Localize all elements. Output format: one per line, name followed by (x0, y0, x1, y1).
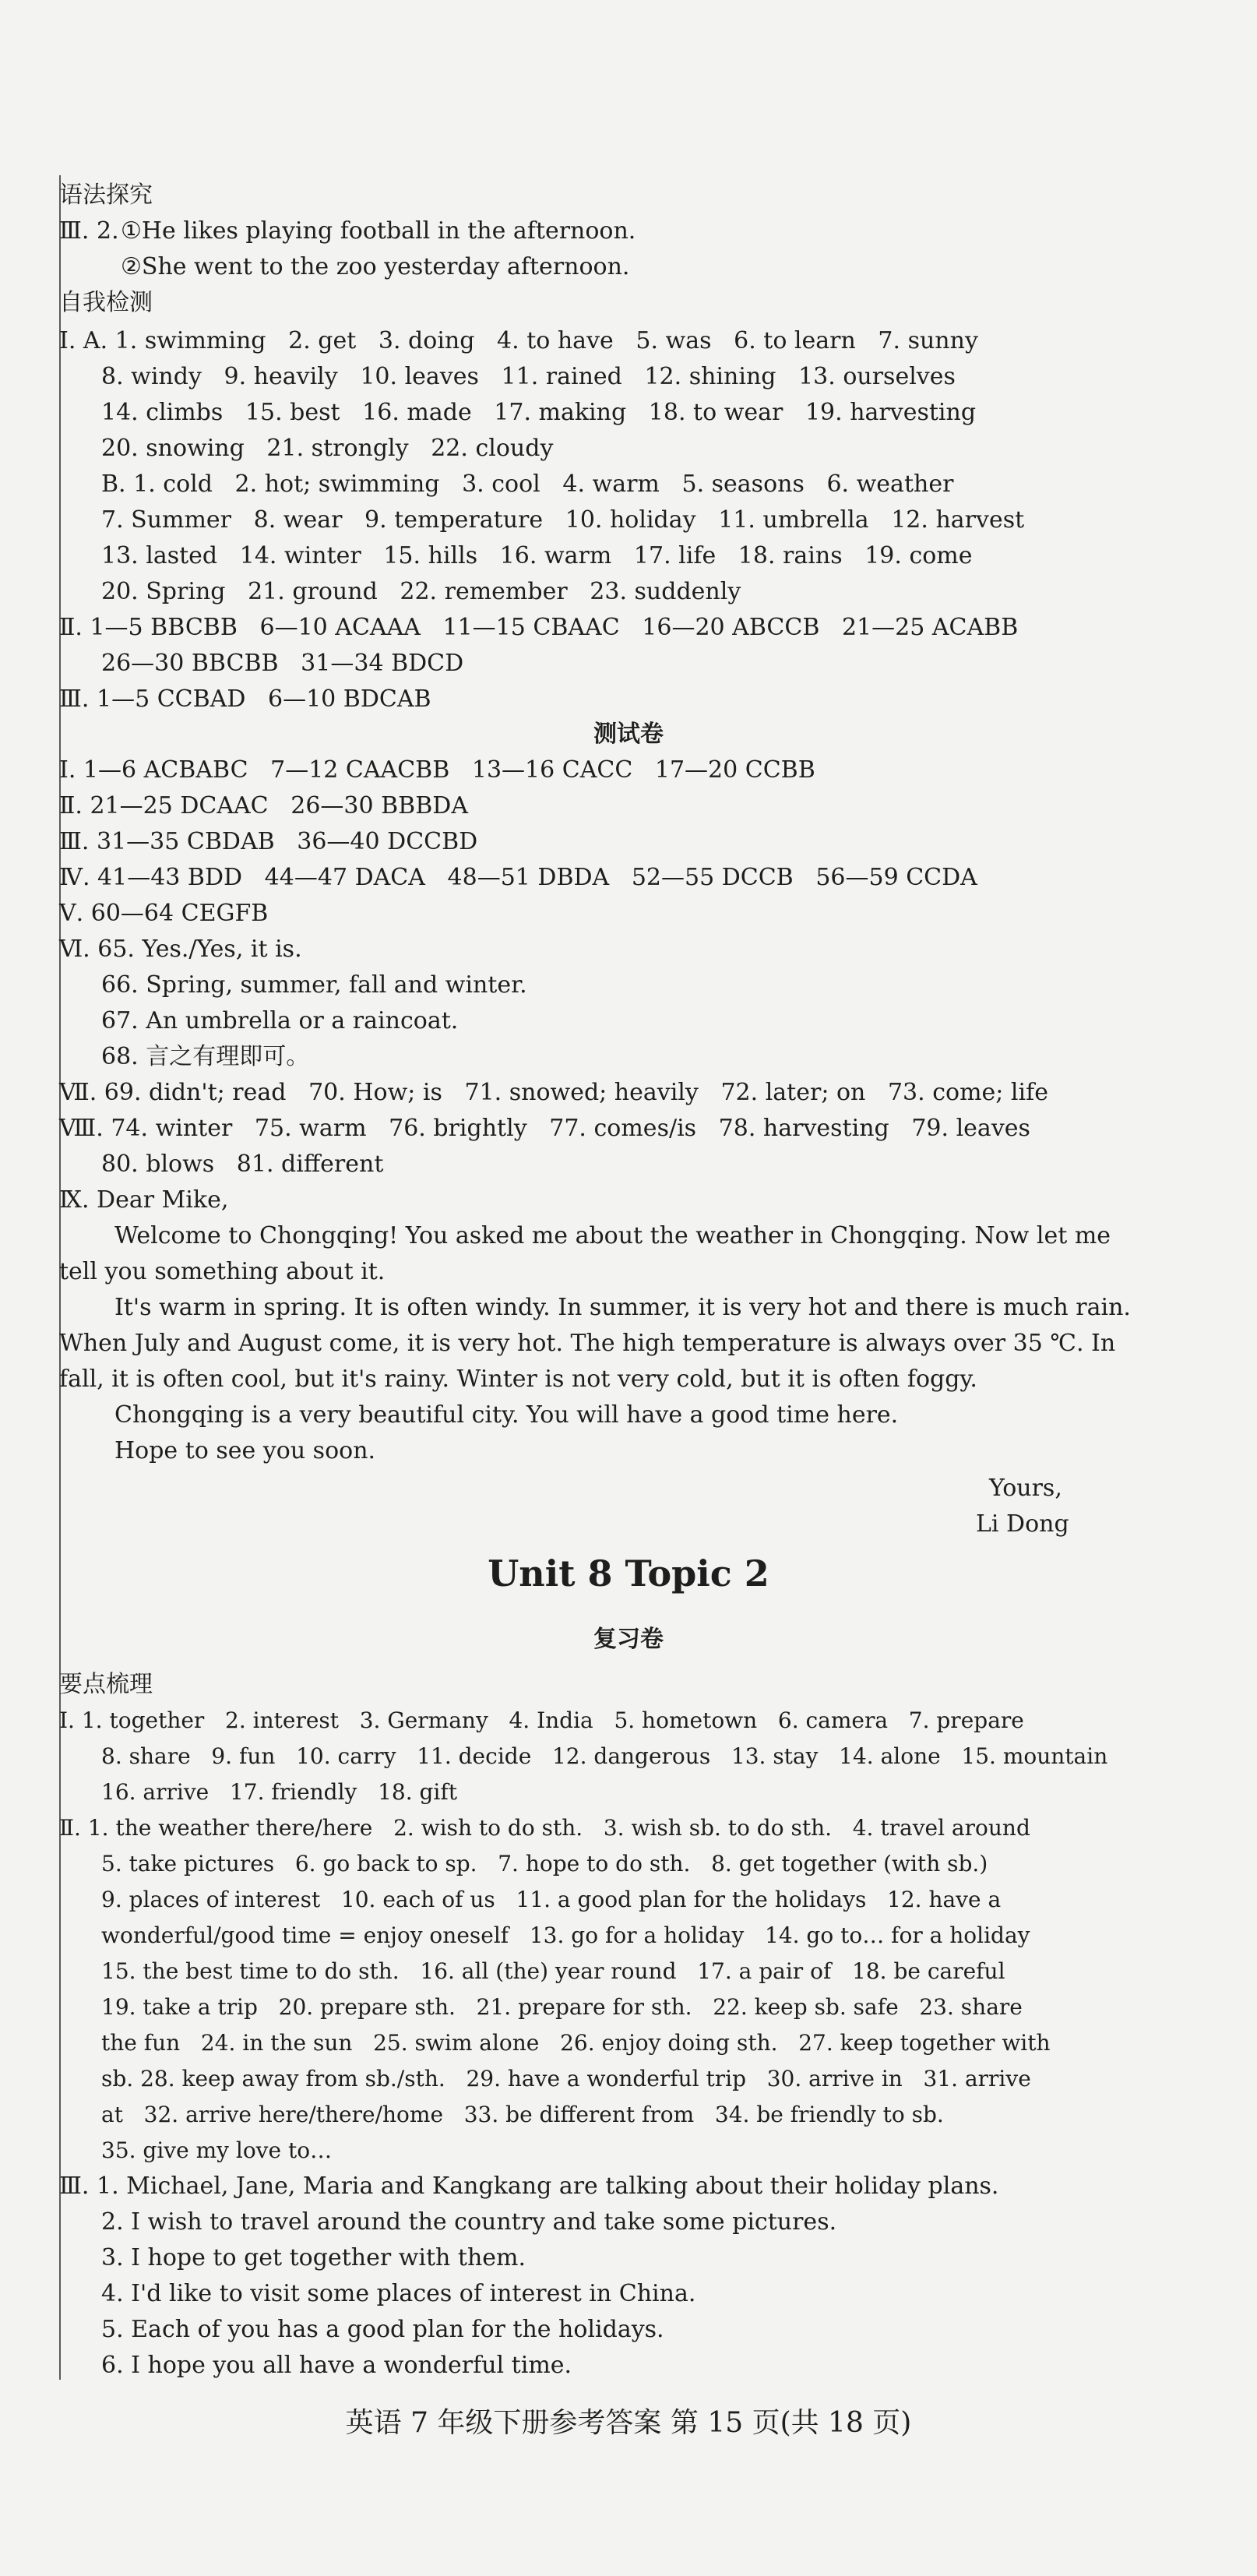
answer-line: Ⅰ. A. 1. swimming 2. get 3. doing 4. to have 5. was 6. to learn 7. sunny (59, 327, 978, 354)
answer-line: 67. An umbrella or a raincoat. (101, 1007, 459, 1034)
answer-line: Ⅴ. 60—64 CEGFB (59, 900, 269, 927)
answer-line: Ⅲ. 31—35 CBDAB 36—40 DCCBD (59, 828, 478, 855)
answer-line: Ⅱ. 1—5 BBCBB 6—10 ACAAA 11—15 CBAAC 16—20 ABCCB 21—25 ACABB (59, 614, 1019, 641)
points-heading: 要点梳理 (59, 1671, 153, 1698)
answer-line: Ⅲ. 1—5 CCBAD 6—10 BDCAB (59, 685, 431, 713)
answer-line: Ⅷ. 74. winter 75. warm 76. brightly 77. comes/is 78. harvesting 79. leaves (59, 1115, 1030, 1142)
answer-line: Ⅱ. 1. the weather there/here 2. wish to do sth. 3. wish sb. to do sth. 4. travel around (59, 1815, 1030, 1841)
grammar-heading: 语法探究 (59, 181, 153, 209)
letter-line: tell you something about it. (59, 1258, 386, 1285)
answer-line: 26—30 BBCBB 31—34 BDCD (101, 650, 464, 677)
answer-line: at 32. arrive here/there/home 33. be different from 34. be friendly to sb. (101, 2102, 944, 2127)
answer-line: 5. take pictures 6. go back to sp. 7. hope to do sth. 8. get together (with sb.) (101, 1851, 988, 1876)
unit-title: Unit 8 Topic 2 (488, 1552, 769, 1595)
letter-line: Welcome to Chongqing! You asked me about the weather in Chongqing. Now let me (114, 1222, 1111, 1249)
answer-line: Ⅶ. 69. didn't; read 70. How; is 71. snowed; heavily 72. later; on 73. come; life (59, 1079, 1048, 1106)
answer-line: 8. share 9. fun 10. carry 11. decide 12. dangerous 13. stay 14. alone 15. mountain (101, 1743, 1108, 1769)
answer-line: 9. places of interest 10. each of us 11. a good plan for the holidays 12. have a (101, 1887, 1002, 1912)
answer-line: Ⅳ. 41—43 BDD 44—47 DACA 48—51 DBDA 52—55 DCCB 56—59 CCDA (59, 864, 977, 891)
answer-line: 66. Spring, summer, fall and winter. (101, 971, 527, 999)
answer-line: Ⅲ. 1. Michael, Jane, Maria and Kangkang are talking about their holiday plans. (59, 2173, 999, 2200)
answer-line: sb. 28. keep away from sb./sth. 29. have a wonderful trip 30. arrive in 31. arrive (101, 2066, 1031, 2091)
letter-line: fall, it is often cool, but it's rainy. Winter is not very cold, but it is often foggy. (59, 1366, 977, 1393)
answer-line: the fun 24. in the sun 25. swim alone 26. enjoy doing sth. 27. keep together with (101, 2030, 1051, 2056)
grammar-line: Ⅲ. 2. ①He likes playing football in the afternoon. (59, 217, 636, 245)
answer-line: Ⅱ. 21—25 DCAAC 26—30 BBBDA (59, 792, 468, 819)
letter-line: Chongqing is a very beautiful city. You will have a good time here. (114, 1401, 899, 1429)
answer-line: 14. climbs 15. best 16. made 17. making 18. to wear 19. harvesting (101, 399, 977, 426)
answer-line: 19. take a trip 20. prepare sth. 21. prepare for sth. 22. keep sb. safe 23. share (101, 1994, 1023, 2020)
answer-line: Ⅸ. Dear Mike, (59, 1186, 229, 1214)
answer-line: Ⅵ. 65. Yes./Yes, it is. (59, 936, 302, 963)
answer-line: wonderful/good time = enjoy oneself 13. go for a holiday 14. go to… for a holiday (101, 1922, 1030, 1948)
answer-line: 8. windy 9. heavily 10. leaves 11. rained 12. shining 13. ourselves (101, 363, 956, 390)
answer-line: 3. I hope to get together with them. (101, 2244, 526, 2271)
answer-line: 20. snowing 21. strongly 22. cloudy (101, 435, 554, 462)
selftest-heading: 自我检测 (59, 289, 153, 316)
grammar-line: ②She went to the zoo yesterday afternoon. (121, 253, 630, 280)
letter-signature: Li Dong (976, 1510, 1069, 1538)
answer-line: 20. Spring 21. ground 22. remember 23. suddenly (101, 578, 741, 605)
answer-line: 6. I hope you all have a wonderful time. (101, 2352, 572, 2379)
answer-line: 15. the best time to do sth. 16. all (the) year round 17. a pair of 18. be careful (101, 1958, 1005, 1984)
letter-line: When July and August come, it is very hot. The high temperature is always over 35 ℃. In (59, 1330, 1116, 1357)
page-footer: 英语 7 年级下册参考答案 第 15 页(共 18 页) (345, 2407, 912, 2439)
answer-line: Ⅰ. 1—6 ACBABC 7—12 CAACBB 13—16 CACC 17—20 CCBB (59, 756, 815, 784)
answer-line: 2. I wish to travel around the country and take some pictures. (101, 2208, 837, 2236)
answer-line: Ⅰ. 1. together 2. interest 3. Germany 4. India 5. hometown 6. camera 7. prepare (59, 1707, 1024, 1733)
letter-sign-off: Yours, (989, 1475, 1062, 1502)
answer-line: 68. 言之有理即可。 (101, 1043, 310, 1070)
review-heading: 复习卷 (593, 1626, 664, 1653)
answer-line: 7. Summer 8. wear 9. temperature 10. holiday 11. umbrella 12. harvest (101, 506, 1025, 534)
test-paper-heading: 测试卷 (593, 721, 664, 748)
answer-line: 80. blows 81. different (101, 1151, 384, 1178)
letter-line: It's warm in spring. It is often windy. In summer, it is very hot and there is much rain. (114, 1294, 1131, 1321)
answer-line: 4. I'd like to visit some places of interest in China. (101, 2280, 696, 2307)
answer-line: 5. Each of you has a good plan for the holidays. (101, 2316, 664, 2343)
answer-line: 35. give my love to… (101, 2137, 333, 2163)
letter-line: Hope to see you soon. (114, 1437, 376, 1464)
answer-line: 13. lasted 14. winter 15. hills 16. warm 17. life 18. rains 19. come (101, 542, 973, 569)
answer-line: B. 1. cold 2. hot; swimming 3. cool 4. warm 5. seasons 6. weather (101, 470, 954, 498)
answer-line: 16. arrive 17. friendly 18. gift (101, 1779, 457, 1805)
